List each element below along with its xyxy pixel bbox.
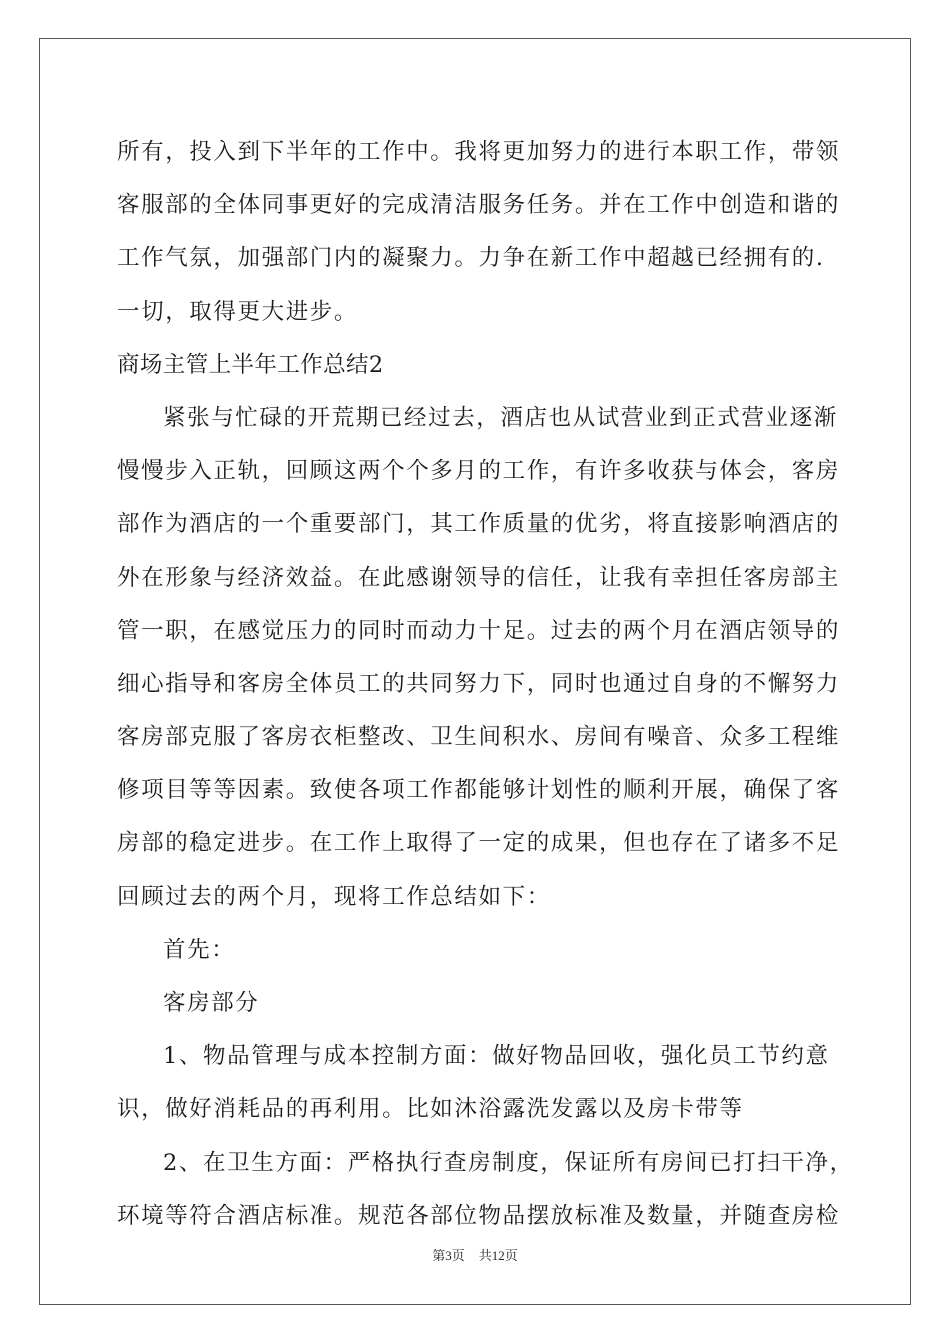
text-line: 细心指导和客房全体员工的共同努力下，同时也通过自身的不懈努力: [117, 670, 841, 697]
text-line: 部作为酒店的一个重要部门，其工作质量的优劣，将直接影响酒店的: [117, 511, 841, 538]
text-line: 紧张与忙碌的开荒期已经过去，酒店也从试营业到正式营业逐渐: [163, 404, 838, 431]
text-line: 工作气氛，加强部门内的凝聚力。力争在新工作中超越已经拥有的.: [117, 245, 825, 272]
total-page-count: 共12页: [478, 1248, 518, 1263]
page-footer: [0, 1245, 950, 1264]
text-line: 客房部分: [163, 990, 260, 1016]
text-line: 环境等符合酒店标准。规范各部位物品摆放标准及数量，并随查房检: [117, 1202, 841, 1229]
text-line: 管一职，在感觉压力的同时而动力十足。过去的两个月在酒店领导的: [117, 617, 841, 644]
current-page-number: 第3页: [432, 1248, 465, 1263]
text-line: 客服部的全体同事更好的完成清洁服务任务。并在工作中创造和谐的: [117, 192, 841, 219]
section-heading: 商场主管上半年工作总结2: [117, 351, 384, 378]
text-line: 回顾过去的两个月，现将工作总结如下：: [117, 883, 551, 910]
text-line: 所有，投入到下半年的工作中。我将更加努力的进行本职工作，带领: [117, 139, 841, 165]
text-line: 识，做好消耗品的再利用。比如沐浴露洗发露以及房卡带等: [117, 1096, 744, 1123]
text-line: 房部的稳定进步。在工作上取得了一定的成果，但也存在了诸多不足: [117, 830, 841, 857]
text-line: 修项目等等因素。致使各项工作都能够计划性的顺利开展，确保了客: [117, 777, 841, 804]
text-line: 一切，取得更大进步。: [117, 298, 359, 325]
text-line: 1、物品管理与成本控制方面：做好物品回收，强化员工节约意: [163, 1043, 830, 1070]
text-line: 客房部克服了客房衣柜整改、卫生间积水、房间有噪音、众多工程维: [117, 724, 841, 751]
text-line: 慢慢步入正轨，回顾这两个个多月的工作，有许多收获与体会，客房: [117, 458, 841, 485]
text-line: 外在形象与经济效益。在此感谢领导的信任，让我有幸担任客房部主: [117, 564, 841, 591]
text-line: 2、在卫生方面：严格执行查房制度，保证所有房间已打扫干净，: [163, 1149, 854, 1176]
document-body: [117, 126, 854, 1243]
text-line: 首先：: [163, 936, 236, 963]
